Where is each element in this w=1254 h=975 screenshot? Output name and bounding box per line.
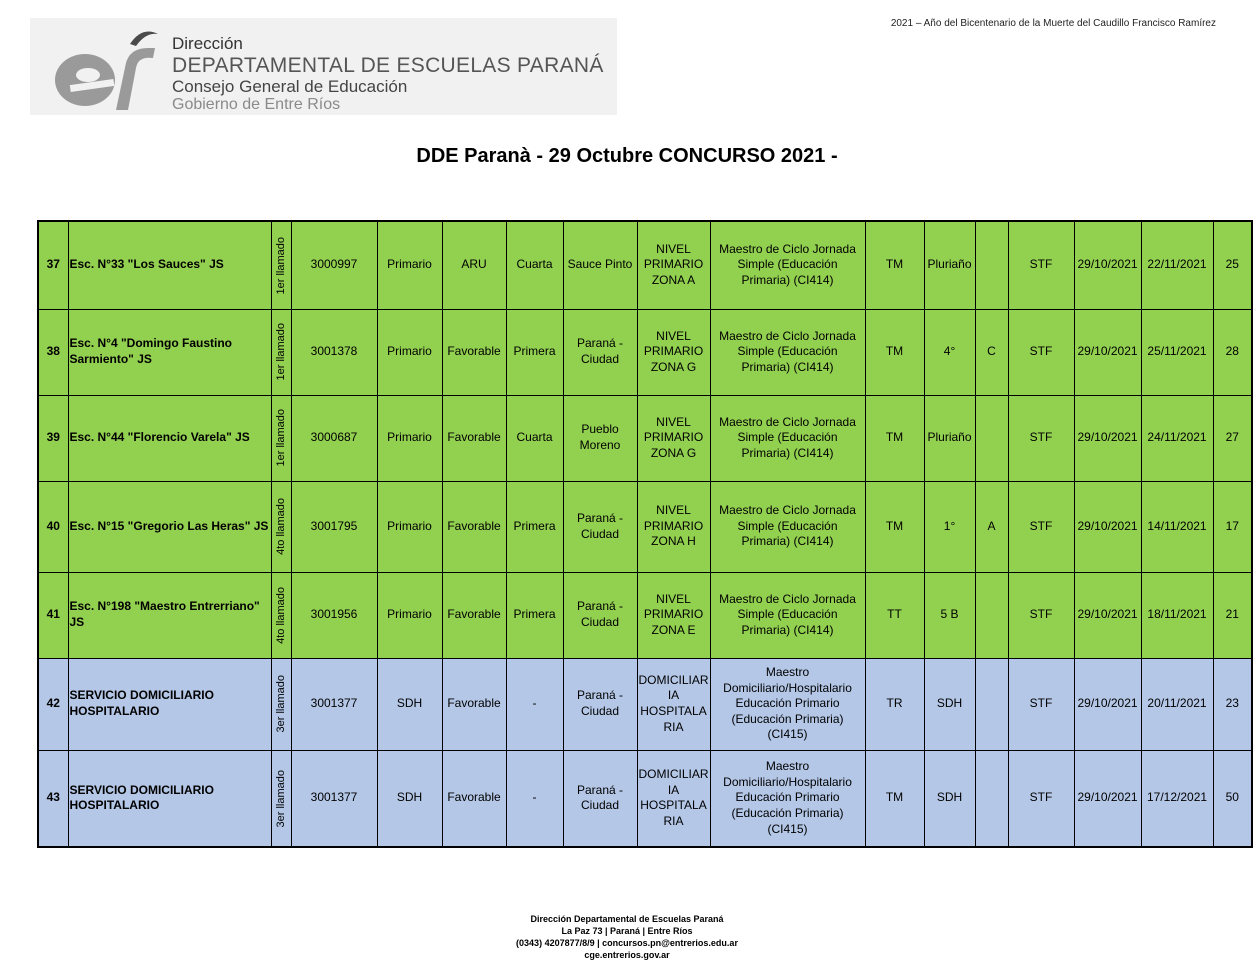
llamado-cell [271,750,291,847]
footer-address: La Paz 73 | Paraná | Entre Ríos [561,926,693,937]
cargo: Maestro de Ciclo Jornada Simple (Educación Primaria) (CI414) [710,395,865,481]
cue-code: 3001377 [291,750,377,847]
horas: 17 [1213,481,1252,572]
llamado-label: 1er llamado [274,409,287,467]
zona: Favorable [442,750,506,847]
localidad: Pueblo Moreno [563,395,637,481]
footer-institution: Dirección Departamental de Escuelas Paraná [530,914,724,924]
localidad: Sauce Pinto [563,221,637,309]
supervision: NIVEL PRIMARIO ZONA H [637,481,710,572]
localidad: Paraná - Ciudad [563,309,637,395]
logo-line-2: DEPARTAMENTAL DE ESCUELAS PARANÁ [172,54,604,77]
cge-logo-icon [30,18,170,115]
nivel: SDH [377,750,442,847]
fecha-hasta: 17/12/2021 [1141,750,1213,847]
categoria: - [506,750,563,847]
situacion: STF [1008,750,1074,847]
turno: TM [865,395,924,481]
cue-code: 3000687 [291,395,377,481]
school-name: SERVICIO DOMICILIARIO HOSPITALARIO [68,658,271,750]
categoria: Cuarta [506,395,563,481]
llamado-cell [271,572,291,658]
situacion: STF [1008,395,1074,481]
cargo: Maestro de Ciclo Jornada Simple (Educación Primaria) (CI414) [710,309,865,395]
situacion: STF [1008,481,1074,572]
llamado-label: 4to llamado [274,498,287,555]
school-name: Esc. N°15 "Gregorio Las Heras" JS [68,481,271,572]
cargo: Maestro Domiciliario/Hospitalario Educación Primario (Educación Primaria) (CI415) [710,658,865,750]
horas: 27 [1213,395,1252,481]
horas: 25 [1213,221,1252,309]
fecha-hasta: 22/11/2021 [1141,221,1213,309]
cue-code: 3001956 [291,572,377,658]
row-number: 42 [38,658,68,750]
seccion: C [975,309,1008,395]
grado: SDH [924,658,975,750]
llamado-label: 1er llamado [274,323,287,381]
supervision: NIVEL PRIMARIO ZONA E [637,572,710,658]
grado: Pluriaño [924,395,975,481]
zona: Favorable [442,309,506,395]
grado: 1° [924,481,975,572]
fecha-desde: 29/10/2021 [1074,395,1141,481]
llamado-cell [271,481,291,572]
supervision: NIVEL PRIMARIO ZONA A [637,221,710,309]
footer-website: cge.entrerios.gov.ar [584,950,670,961]
table-row [38,750,1252,847]
horas: 21 [1213,572,1252,658]
zona: Favorable [442,395,506,481]
school-name: Esc. N°33 "Los Sauces" JS [68,221,271,309]
localidad: Paraná - Ciudad [563,572,637,658]
situacion: STF [1008,572,1074,658]
fecha-hasta: 24/11/2021 [1141,395,1213,481]
categoria: Cuarta [506,221,563,309]
school-name: Esc. N°44 "Florencio Varela" JS [68,395,271,481]
supervision: NIVEL PRIMARIO ZONA G [637,309,710,395]
row-number: 38 [38,309,68,395]
cue-code: 3001377 [291,658,377,750]
nivel: SDH [377,658,442,750]
turno: TT [865,572,924,658]
categoria: Primera [506,572,563,658]
llamado-cell [271,221,291,309]
llamado-cell [271,395,291,481]
situacion: STF [1008,309,1074,395]
table-row [38,658,1252,750]
school-name: SERVICIO DOMICILIARIO HOSPITALARIO [68,750,271,847]
footer [0,913,1254,962]
localidad: Paraná - Ciudad [563,750,637,847]
year-note: 2021 – Año del Bicentenario de la Muerte del Caudillo Francisco Ramírez [890,18,1216,29]
llamado-cell [271,309,291,395]
turno: TM [865,309,924,395]
llamado-label: 1er llamado [274,236,287,294]
seccion [975,750,1008,847]
horas: 28 [1213,309,1252,395]
localidad: Paraná - Ciudad [563,658,637,750]
school-name: Esc. N°198 "Maestro Entrerriano" JS [68,572,271,658]
page-title: DDE Paranà - 29 Octubre CONCURSO 2021 - [416,145,838,167]
cue-code: 3001795 [291,481,377,572]
llamado-cell [271,658,291,750]
nivel: Primario [377,395,442,481]
table-row [38,309,1252,395]
table-row [38,221,1252,309]
zona: Favorable [442,481,506,572]
supervision: DOMICILIAR IA HOSPITALA RIA [637,658,710,750]
turno: TM [865,750,924,847]
cargo: Maestro de Ciclo Jornada Simple (Educación Primaria) (CI414) [710,481,865,572]
horas: 50 [1213,750,1252,847]
row-number: 40 [38,481,68,572]
cargo: Maestro de Ciclo Jornada Simple (Educación Primaria) (CI414) [710,572,865,658]
fecha-hasta: 18/11/2021 [1141,572,1213,658]
turno: TR [865,658,924,750]
fecha-desde: 29/10/2021 [1074,750,1141,847]
concurso-table [37,220,1253,848]
zona: Favorable [442,572,506,658]
school-name: Esc. N°4 "Domingo Faustino Sarmiento" JS [68,309,271,395]
llamado-label: 3er llamado [274,675,287,733]
categoria: Primera [506,481,563,572]
llamado-label: 3er llamado [274,769,287,827]
supervision: NIVEL PRIMARIO ZONA G [637,395,710,481]
zona: ARU [442,221,506,309]
situacion: STF [1008,221,1074,309]
table-row [38,395,1252,481]
grado: 4° [924,309,975,395]
logo-line-4: Gobierno de Entre Ríos [172,96,341,113]
categoria: Primera [506,309,563,395]
logo-line-3: Consejo General de Educación [172,77,408,96]
row-number: 41 [38,572,68,658]
llamado-label: 4to llamado [274,586,287,644]
horas: 23 [1213,658,1252,750]
categoria: - [506,658,563,750]
grado: 5 B [924,572,975,658]
cue-code: 3001378 [291,309,377,395]
fecha-hasta: 20/11/2021 [1141,658,1213,750]
row-number: 39 [38,395,68,481]
cargo: Maestro Domiciliario/Hospitalario Educación Primario (Educación Primaria) (CI415) [710,750,865,847]
fecha-hasta: 14/11/2021 [1141,481,1213,572]
fecha-desde: 29/10/2021 [1074,309,1141,395]
nivel: Primario [377,481,442,572]
footer-contact: (0343) 4207877/8/9 | concursos.pn@entrerios.edu.ar [516,938,738,949]
fecha-desde: 29/10/2021 [1074,481,1141,572]
cargo: Maestro de Ciclo Jornada Simple (Educación Primaria) (CI414) [710,221,865,309]
cue-code: 3000997 [291,221,377,309]
seccion [975,658,1008,750]
nivel: Primario [377,309,442,395]
fecha-desde: 29/10/2021 [1074,221,1141,309]
supervision: DOMICILIAR IA HOSPITALA RIA [637,750,710,847]
nivel: Primario [377,221,442,309]
logo [30,18,617,115]
fecha-desde: 29/10/2021 [1074,572,1141,658]
fecha-hasta: 25/11/2021 [1141,309,1213,395]
seccion: A [975,481,1008,572]
localidad: Paraná - Ciudad [563,481,637,572]
zona: Favorable [442,658,506,750]
seccion [975,221,1008,309]
turno: TM [865,481,924,572]
row-number: 37 [38,221,68,309]
turno: TM [865,221,924,309]
seccion [975,395,1008,481]
situacion: STF [1008,658,1074,750]
seccion [975,572,1008,658]
grado: Pluriaño [924,221,975,309]
table-row [38,481,1252,572]
grado: SDH [924,750,975,847]
fecha-desde: 29/10/2021 [1074,658,1141,750]
logo-line-1: Dirección [172,34,243,53]
table-row [38,572,1252,658]
row-number: 43 [38,750,68,847]
nivel: Primario [377,572,442,658]
